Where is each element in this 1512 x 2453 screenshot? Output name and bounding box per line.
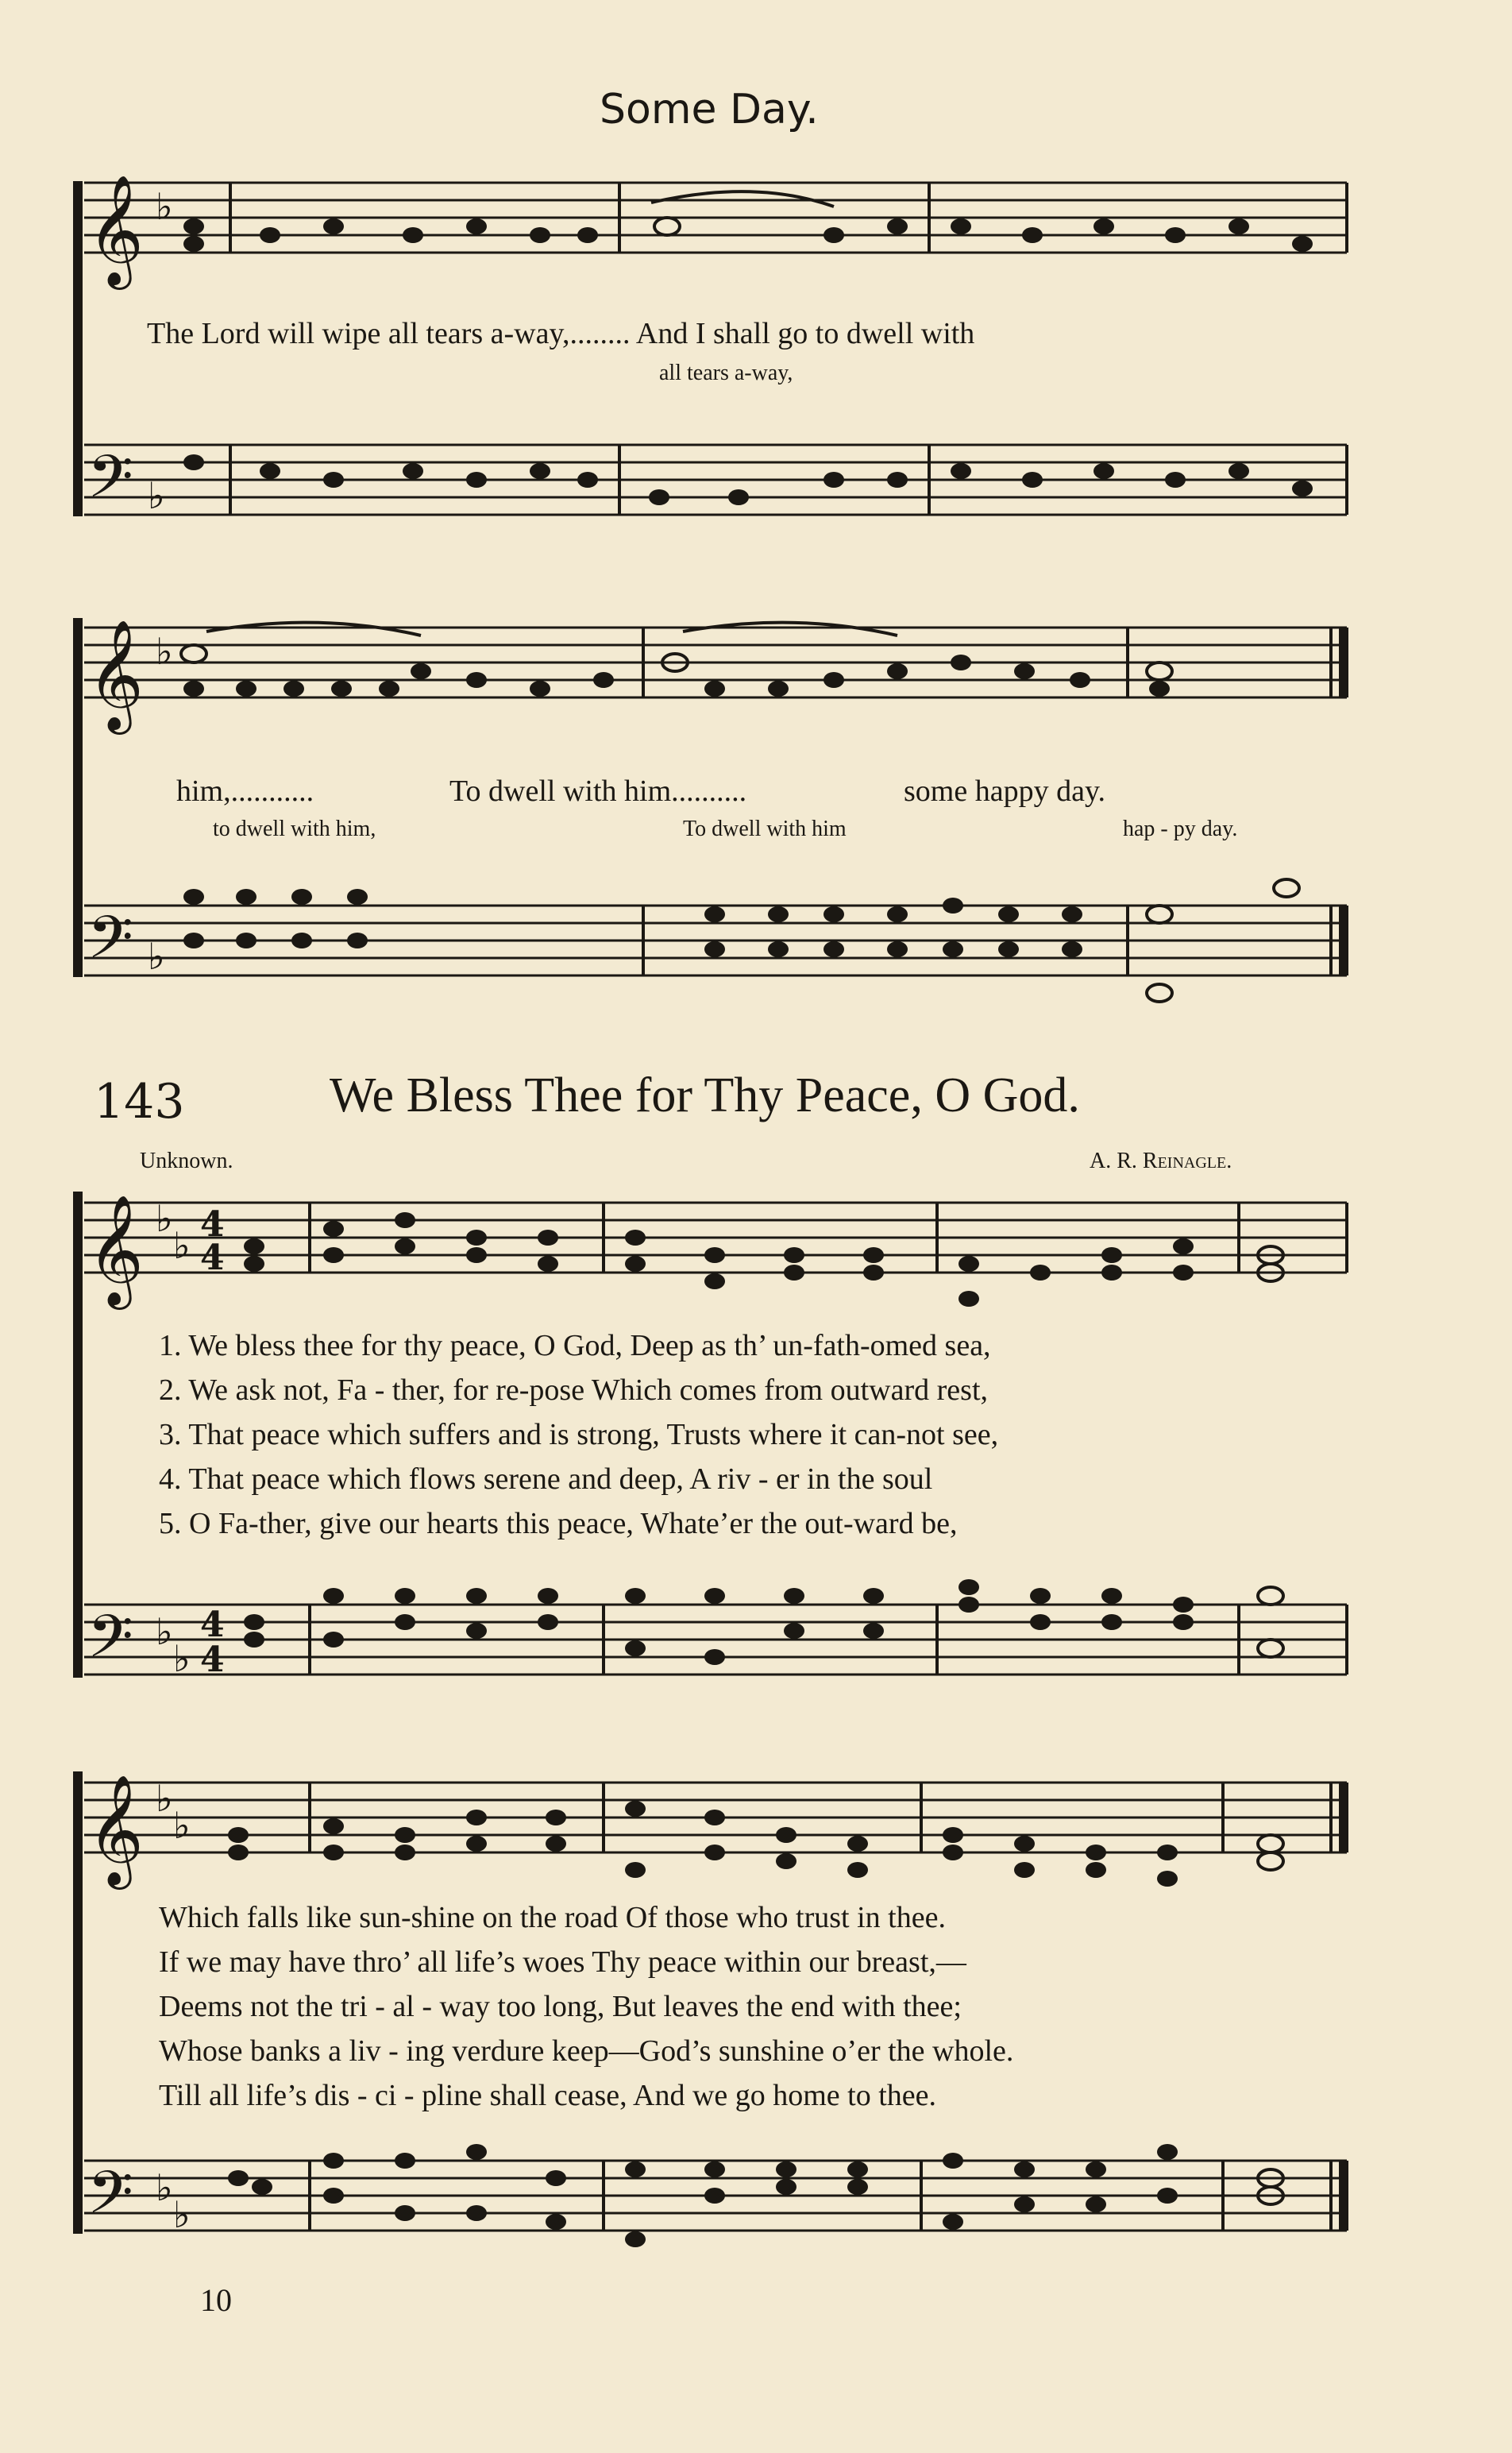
svg-text:♭: ♭ [156, 2166, 173, 2209]
hymn1-lyric-line1: The Lord will wipe all tears a-way,........ And I shall go to dwell with [147, 317, 975, 350]
svg-text:♭: ♭ [173, 2193, 191, 2236]
verse-line: Deems not the tri - al - way too long, But leaves the end with thee; [159, 1990, 962, 2023]
verse-line: 4. That peace which flows serene and deep, A riv - er in the soul [159, 1462, 933, 1496]
hymn1-title: Some Day. [600, 86, 819, 133]
svg-text:4: 4 [200, 1605, 225, 1645]
verse-line: 1. We bless thee for thy peace, O God, Deep as th’ un-fath-omed sea, [159, 1329, 991, 1362]
hymn2-number: 143 [94, 1074, 185, 1130]
verse-line: Whose banks a liv - ing verdure keep—God’s sunshine o’er the whole. [159, 2034, 1014, 2068]
bass-staff-4 [84, 2144, 1347, 2247]
hymn1-lyric-line2b: To dwell with him.......... [449, 775, 747, 808]
hymn1-sub-lyric-line1: all tears a-way, [659, 361, 793, 385]
verse-line: 5. O Fa-ther, give our hearts this peace, Whate’er the out-ward be, [159, 1507, 958, 1540]
treble-staff-3 [84, 1195, 1347, 1310]
svg-text:♭: ♭ [173, 1637, 191, 1680]
svg-text:4: 4 [200, 1238, 225, 1278]
svg-text:4: 4 [200, 1640, 225, 1680]
hymn1-sub-lyric-line2a: to dwell with him, [213, 817, 376, 841]
verse-line: Which falls like sun-shine on the road Of those who trust in thee. [159, 1901, 946, 1934]
verse-line: Till all life’s dis - ci - pline shall cease, And we go home to thee. [159, 2079, 937, 2112]
svg-text:𝄢: 𝄢 [87, 2158, 133, 2242]
svg-text:4: 4 [200, 1204, 225, 1245]
svg-text:𝄢: 𝄢 [87, 442, 133, 526]
verse-line: 3. That peace which suffers and is strong, Trusts where it can-not see, [159, 1418, 999, 1451]
page-number: 10 [200, 2282, 232, 2318]
svg-text:𝄢: 𝄢 [87, 903, 133, 987]
hymn2-verses-part1 [159, 1328, 998, 1551]
hymn2-author: Unknown. [140, 1149, 233, 1173]
verse-line: If we may have thro’ all life’s woes Thy peace within our breast,— [159, 1945, 966, 1979]
svg-text:𝄞: 𝄞 [87, 1195, 144, 1305]
hymn2-verses-part2 [159, 1900, 1013, 2123]
bass-staff-3 [84, 1579, 1347, 1686]
verse-line: 2. We ask not, Fa - ther, for re-pose Which comes from outward rest, [159, 1373, 988, 1407]
hymn1-lyric-line2a: him,........... [176, 775, 314, 808]
svg-text:♭: ♭ [156, 1777, 173, 1820]
hymn2-composer: A. R. Reinagle. [1090, 1149, 1232, 1173]
hymn1-lyric-line2c: some happy day. [904, 775, 1105, 808]
svg-text:♭: ♭ [156, 1610, 173, 1653]
treble-staff-1 [84, 175, 1347, 290]
svg-text:𝄞: 𝄞 [87, 1775, 144, 1885]
hymn2-title: We Bless Thee for Thy Peace, O God. [330, 1068, 1080, 1122]
svg-text:𝄞: 𝄞 [87, 175, 144, 285]
svg-text:♭: ♭ [156, 185, 173, 228]
svg-text:♭: ♭ [148, 474, 165, 517]
hymn1-sub-lyric-line2c: hap - py day. [1123, 817, 1238, 841]
svg-text:♭: ♭ [156, 1197, 173, 1240]
svg-text:♭: ♭ [148, 935, 165, 978]
svg-text:𝄞: 𝄞 [87, 620, 144, 730]
bass-staff-1 [84, 442, 1347, 526]
svg-text:♭: ♭ [173, 1224, 191, 1267]
svg-text:♭: ♭ [156, 630, 173, 673]
treble-staff-2 [84, 620, 1347, 735]
hymn1-sub-lyric-line2b: To dwell with him [683, 817, 847, 841]
treble-staff-4 [84, 1775, 1347, 1890]
bass-staff-2 [84, 879, 1347, 1002]
svg-text:𝄢: 𝄢 [87, 1602, 133, 1686]
svg-text:♭: ♭ [173, 1804, 191, 1847]
